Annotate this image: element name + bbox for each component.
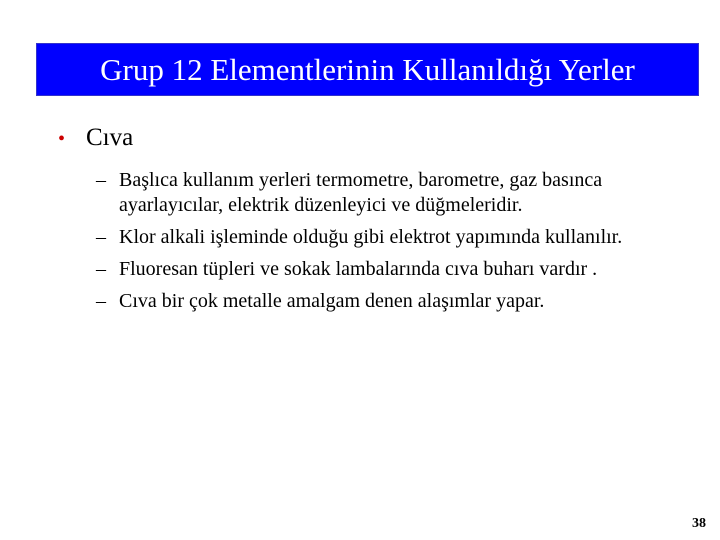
title-bar [36,43,699,96]
sub-bullet-text: Başlıca kullanım yerleri termometre, barometre, gaz basınca ayarlayıcılar, elektrik düzenleyici ve düğmeleridir. [119,169,603,216]
page-number: 38 [692,516,706,531]
slide-title: Grup 12 Elementlerinin Kullanıldığı Yerler [100,52,635,87]
sub-bullet-text: Fluoresan tüpleri ve sokak lambalarında cıva buharı vardır . [119,258,598,280]
dash-icon: – [96,226,106,248]
sub-bullet-item [96,168,656,218]
sub-bullet-item [96,257,656,282]
dash-icon: – [96,290,106,312]
dash-icon: – [96,169,106,191]
sub-bullet-text: Cıva bir çok metalle amalgam denen alaşımlar yapar. [119,290,545,312]
main-bullet [58,124,133,152]
sub-bullet-list [96,168,656,321]
dash-icon: – [96,258,106,280]
sub-bullet-text: Klor alkali işleminde olduğu gibi elektrot yapımında kullanılır. [119,226,623,248]
sub-bullet-item [96,289,656,314]
main-bullet-text: Cıva [86,124,134,151]
bullet-dot-icon: • [58,128,66,150]
sub-bullet-item [96,225,656,250]
